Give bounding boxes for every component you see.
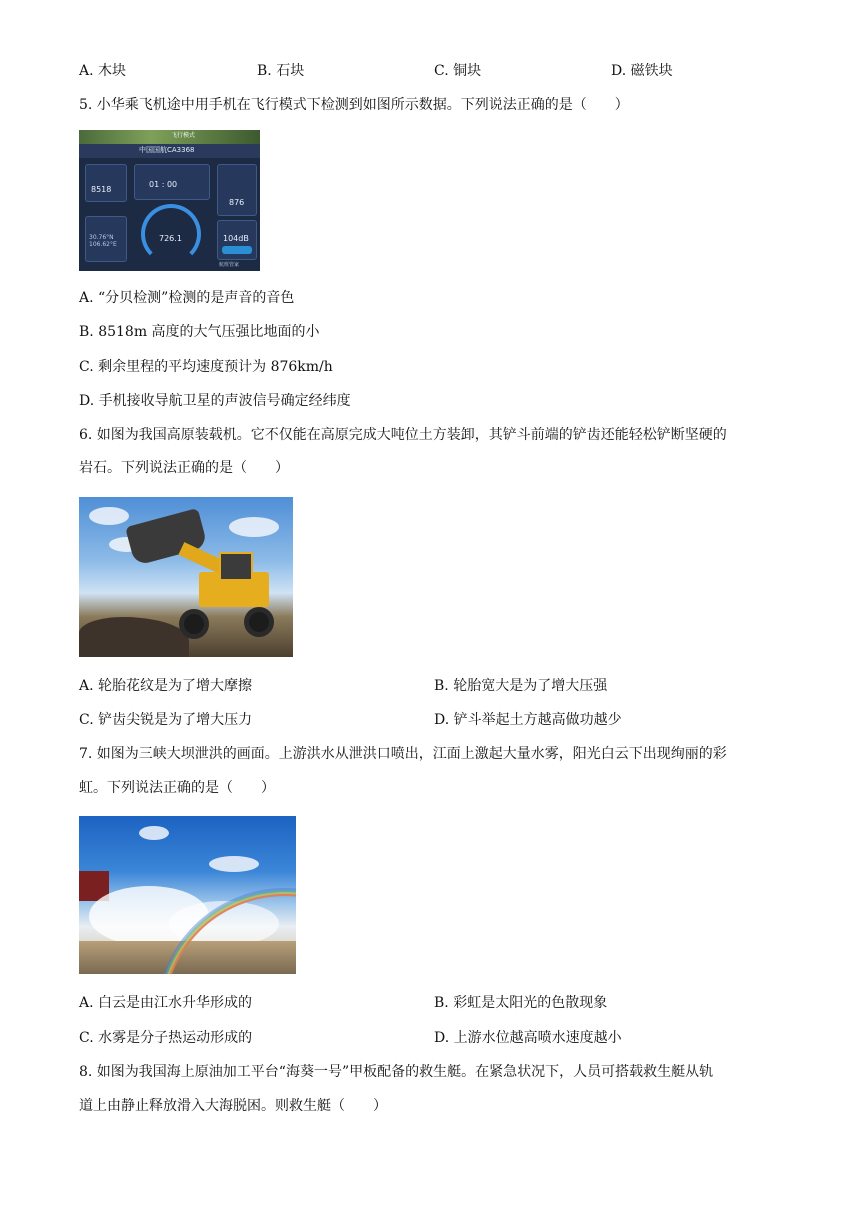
q5-stem: 5. 小华乘飞机途中用手机在飞行模式下检测到如图所示数据。下列说法正确的是（ ） [79, 97, 629, 113]
q7-option-a: A. 白云是由江水升华形成的 [79, 995, 253, 1011]
loader-cab [219, 552, 253, 581]
speed-value: 876 [229, 198, 245, 207]
q7-stem-line1: 7. 如图为三峡大坝泄洪的画面。上游洪水从泄洪口喷出，江面上激起大量水雾，阳光白云下出现绚丽的彩 [79, 746, 727, 762]
loader-rear-wheel [244, 607, 274, 637]
q5-option-c: C. 剩余里程的平均速度预计为 876km/h [79, 359, 333, 375]
rock-pile [79, 617, 189, 657]
figure-footer: 航班管家 [219, 262, 240, 268]
figure-header-bar [79, 130, 260, 144]
dam-rainbow-photo [79, 816, 296, 974]
q5-option-a: A. “分贝检测”检测的是声音的音色 [79, 290, 295, 306]
distance-value: 726.1 [159, 234, 182, 243]
altitude-panel [85, 164, 127, 202]
q6-stem-line1: 6. 如图为我国高原装载机。它不仅能在高原完成大吨位土方装卸，其铲斗前端的铲齿还能轻松铲断坚硬的 [79, 427, 727, 443]
start-detect-button [222, 246, 252, 254]
q6-stem-line2: 岩石。下列说法正确的是（ ） [79, 460, 289, 476]
q7-option-c: C. 水雾是分子热运动形成的 [79, 1030, 253, 1046]
q6-option-c: C. 铲齿尖锐是为了增大压力 [79, 712, 253, 728]
q6-option-b: B. 轮胎宽大是为了增大压强 [434, 678, 608, 694]
cloud [139, 826, 169, 840]
cloud [229, 517, 279, 537]
flight-number: 中国国航CA3368 [139, 146, 195, 154]
q4-option-b: B. 石块 [257, 63, 305, 79]
q6-option-d: D. 铲斗举起土方越高做功越少 [434, 712, 622, 728]
speed-panel [217, 164, 257, 216]
q8-stem-line1: 8. 如图为我国海上原油加工平台“海葵一号”甲板配备的救生艇。在紧急状况下，人员可搭载救生艇从轨 [79, 1064, 714, 1080]
loader-front-wheel [179, 609, 209, 639]
q6-option-a: A. 轮胎花纹是为了增大摩擦 [79, 678, 253, 694]
q4-option-c: C. 铜块 [434, 63, 482, 79]
q8-stem-line2: 道上由静止释放滑入大海脱困。则救生艇（ ） [79, 1098, 387, 1114]
q7-stem-line2: 虹。下列说法正确的是（ ） [79, 780, 275, 796]
time-value: 01 : 00 [149, 180, 178, 189]
loader-photo [79, 497, 293, 657]
q7-option-b: B. 彩虹是太阳光的色散现象 [434, 995, 608, 1011]
q5-option-d: D. 手机接收导航卫星的声波信号确定经纬度 [79, 393, 351, 409]
q7-option-d: D. 上游水位越高喷水速度越小 [434, 1030, 622, 1046]
q5-option-b: B. 8518m 高度的大气压强比地面的小 [79, 324, 320, 340]
altitude-value: 8518 [91, 185, 112, 194]
cloud [209, 856, 259, 872]
q4-option-a: A. 木块 [79, 63, 127, 79]
position-value: 30.76°N 106.62°E [89, 234, 117, 248]
decibel-value: 104dB [223, 234, 249, 243]
flight-mode-label: 飞行模式 [171, 132, 196, 139]
flight-data-figure [79, 130, 260, 271]
q4-option-d: D. 磁铁块 [611, 63, 673, 79]
cloud [89, 507, 129, 525]
